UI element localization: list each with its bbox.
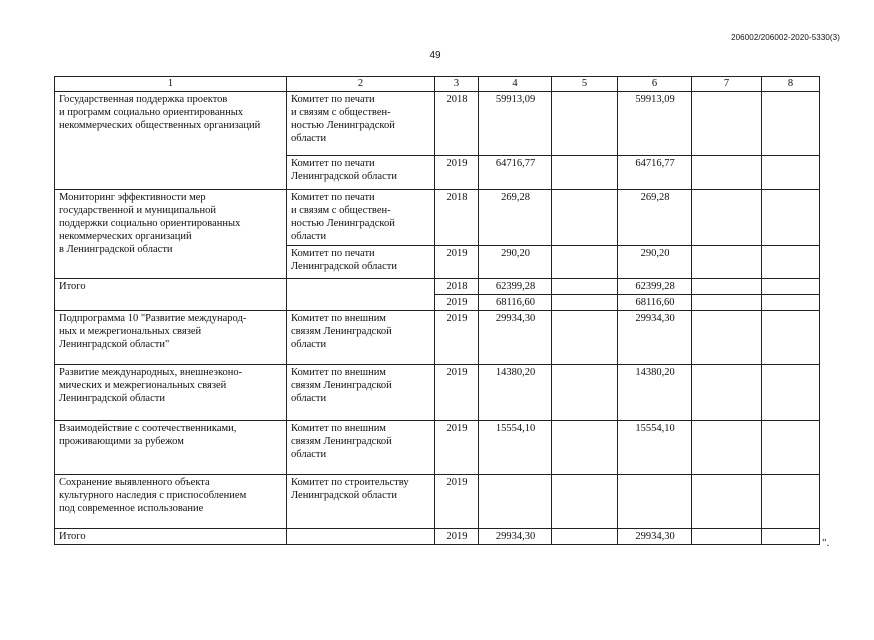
column-header: 1 xyxy=(55,77,287,92)
executor-cell: Комитет по печати и связям с обществен- ностью Ленинградской области xyxy=(287,92,435,156)
column-header: 8 xyxy=(762,77,820,92)
empty-cell xyxy=(762,475,820,529)
empty-cell xyxy=(552,156,618,190)
year-cell: 2019 xyxy=(435,295,479,311)
amount-cell: 15554,10 xyxy=(618,421,692,475)
empty-cell xyxy=(287,279,435,311)
year-cell: 2019 xyxy=(435,365,479,421)
amount-cell: 68116,60 xyxy=(618,295,692,311)
year-cell: 2019 xyxy=(435,475,479,529)
empty-cell xyxy=(762,190,820,246)
empty-cell xyxy=(552,529,618,545)
empty-cell xyxy=(287,529,435,545)
closing-quote-mark: ". xyxy=(822,537,830,549)
empty-cell xyxy=(692,421,762,475)
document-id: 206002/206002-2020-5330(3) xyxy=(731,33,840,42)
amount-cell: 14380,20 xyxy=(479,365,552,421)
activity-cell: Взаимодействие с соотечественниками, проживающими за рубежом xyxy=(55,421,287,475)
amount-cell: 62399,28 xyxy=(618,279,692,295)
empty-cell xyxy=(762,92,820,156)
activity-cell: Сохранение выявленного объекта культурного наследия с приспособлением под современное использование xyxy=(55,475,287,529)
year-cell: 2019 xyxy=(435,246,479,279)
year-cell: 2019 xyxy=(435,529,479,545)
amount-cell: 68116,60 xyxy=(479,295,552,311)
amount-cell: 29934,30 xyxy=(618,529,692,545)
empty-cell xyxy=(692,475,762,529)
empty-cell xyxy=(692,92,762,156)
table-row xyxy=(55,529,820,545)
amount-cell: 62399,28 xyxy=(479,279,552,295)
header-row xyxy=(55,77,820,92)
empty-cell xyxy=(692,279,762,295)
empty-cell xyxy=(552,311,618,365)
executor-cell: Комитет по внешним связям Ленинградской области xyxy=(287,421,435,475)
amount-cell: 14380,20 xyxy=(618,365,692,421)
empty-cell xyxy=(762,279,820,295)
table-row xyxy=(55,421,820,475)
budget-table xyxy=(54,76,820,545)
column-header: 7 xyxy=(692,77,762,92)
year-cell: 2018 xyxy=(435,279,479,295)
executor-cell: Комитет по печати и связям с обществен- ностью Ленинградской области xyxy=(287,190,435,246)
amount-cell: 64716,77 xyxy=(479,156,552,190)
year-cell: 2018 xyxy=(435,92,479,156)
empty-cell xyxy=(762,311,820,365)
empty-cell xyxy=(552,246,618,279)
executor-cell: Комитет по печати Ленинградской области xyxy=(287,156,435,190)
empty-cell xyxy=(762,365,820,421)
year-cell: 2019 xyxy=(435,311,479,365)
year-cell: 2019 xyxy=(435,421,479,475)
empty-cell xyxy=(552,365,618,421)
column-header: 5 xyxy=(552,77,618,92)
amount-cell: 29934,30 xyxy=(618,311,692,365)
amount-cell: 29934,30 xyxy=(479,529,552,545)
activity-cell: Развитие международных, внешнеэконо- мических и межрегиональных связей Ленинградской области xyxy=(55,365,287,421)
empty-cell xyxy=(692,529,762,545)
amount-cell: 269,28 xyxy=(618,190,692,246)
executor-cell: Комитет по внешним связям Ленинградской области xyxy=(287,311,435,365)
empty-cell xyxy=(692,295,762,311)
amount-cell: 64716,77 xyxy=(618,156,692,190)
amount-cell: 269,28 xyxy=(479,190,552,246)
empty-cell xyxy=(692,311,762,365)
year-cell: 2019 xyxy=(435,156,479,190)
column-header: 3 xyxy=(435,77,479,92)
empty-cell xyxy=(692,365,762,421)
empty-cell xyxy=(762,246,820,279)
empty-cell xyxy=(552,421,618,475)
empty-cell xyxy=(479,475,552,529)
empty-cell xyxy=(762,156,820,190)
empty-cell xyxy=(762,295,820,311)
empty-cell xyxy=(692,246,762,279)
column-header: 2 xyxy=(287,77,435,92)
activity-cell: Подпрограмма 10 "Развитие международ- ных и межрегиональных связей Ленинградской области" xyxy=(55,311,287,365)
amount-cell: 15554,10 xyxy=(479,421,552,475)
activity-cell: Мониторинг эффективности мер государственной и муниципальной поддержки социально ориентированных некоммерческих организаций в Ленинградской области xyxy=(55,190,287,279)
amount-cell: 290,20 xyxy=(479,246,552,279)
empty-cell xyxy=(552,92,618,156)
executor-cell: Комитет по печати Ленинградской области xyxy=(287,246,435,279)
table-row xyxy=(55,475,820,529)
page-number: 49 xyxy=(429,50,441,61)
table-row xyxy=(55,365,820,421)
executor-cell: Комитет по внешним связям Ленинградской области xyxy=(287,365,435,421)
table-row xyxy=(55,311,820,365)
table-row xyxy=(55,92,820,156)
year-cell: 2018 xyxy=(435,190,479,246)
column-header: 6 xyxy=(618,77,692,92)
table-row xyxy=(55,190,820,246)
empty-cell xyxy=(762,529,820,545)
empty-cell xyxy=(552,279,618,295)
table-row xyxy=(55,279,820,295)
amount-cell: 59913,09 xyxy=(618,92,692,156)
column-header: 4 xyxy=(479,77,552,92)
empty-cell xyxy=(692,156,762,190)
total-label-cell: Итого xyxy=(55,279,287,311)
amount-cell: 290,20 xyxy=(618,246,692,279)
activity-cell: Государственная поддержка проектов и программ социально ориентированных некоммерческих общественных организаций xyxy=(55,92,287,190)
empty-cell xyxy=(692,190,762,246)
executor-cell: Комитет по строительству Ленинградской области xyxy=(287,475,435,529)
amount-cell: 59913,09 xyxy=(479,92,552,156)
empty-cell xyxy=(618,475,692,529)
empty-cell xyxy=(762,421,820,475)
total-label-cell: Итого xyxy=(55,529,287,545)
amount-cell: 29934,30 xyxy=(479,311,552,365)
empty-cell xyxy=(552,295,618,311)
empty-cell xyxy=(552,190,618,246)
empty-cell xyxy=(552,475,618,529)
